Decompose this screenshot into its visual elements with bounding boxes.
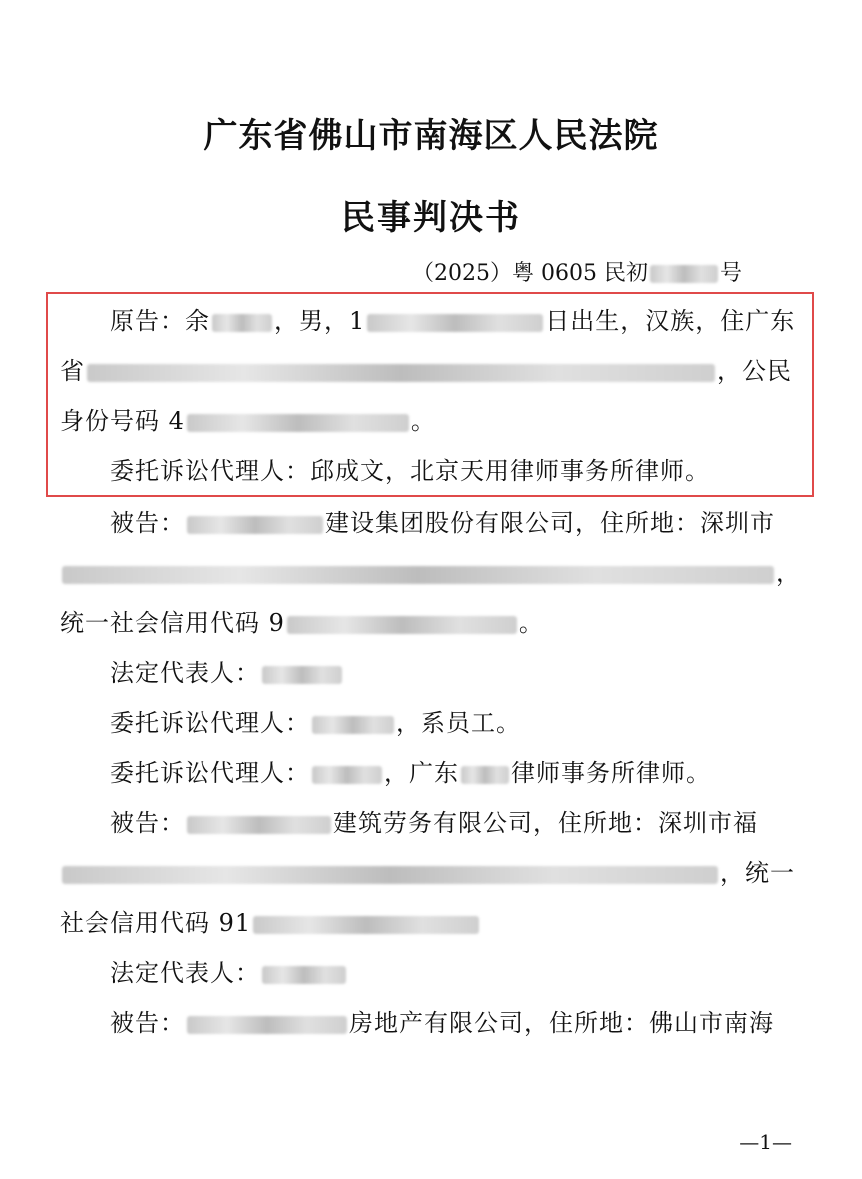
plaintiff-line-3 bbox=[60, 404, 800, 438]
defendant2-legal-rep bbox=[60, 956, 850, 990]
case-number-prefix: （2025）粤 0605 民初 bbox=[412, 261, 648, 286]
redacted-case-number bbox=[650, 265, 718, 283]
defendant3-line-1 bbox=[60, 1006, 850, 1040]
redacted-law-firm bbox=[461, 766, 509, 784]
plaintiff-ethnicity: 日出生，汉族，住广东 bbox=[545, 307, 796, 335]
plaintiff-gender: ，男，1 bbox=[274, 307, 366, 335]
redacted-address bbox=[62, 566, 774, 584]
defendant1-agent-2 bbox=[60, 756, 850, 790]
defendant-label: 被告： bbox=[110, 509, 185, 537]
redacted-company-name bbox=[187, 1016, 347, 1034]
redacted-agent-name bbox=[312, 766, 382, 784]
plaintiff-address-start: 省 bbox=[60, 357, 85, 385]
defendant-label: 被告： bbox=[110, 809, 185, 837]
defendant1-company: 建设集团股份有限公司，住所地：深圳市 bbox=[325, 509, 775, 537]
redacted-company-name bbox=[187, 816, 331, 834]
defendant2-company: 建筑劳务有限公司，住所地：深圳市福 bbox=[333, 809, 758, 837]
unified-label-start: ，统一 bbox=[720, 859, 795, 887]
defendant3-company: 房地产有限公司，住所地：佛山市南海 bbox=[349, 1009, 774, 1037]
comma: ， bbox=[776, 559, 801, 587]
defendant2-line-1 bbox=[60, 806, 850, 840]
redacted-address bbox=[87, 364, 715, 382]
plaintiff-id-label-start: ，公民 bbox=[717, 357, 792, 385]
legal-rep-label: 法定代表人： bbox=[110, 959, 260, 987]
agent-firm-suffix: 律师事务所律师。 bbox=[511, 759, 711, 787]
case-number-suffix: 号 bbox=[719, 261, 742, 286]
redacted-name bbox=[212, 314, 272, 332]
defendant1-agent-1 bbox=[60, 706, 850, 740]
defendant2-line-3 bbox=[60, 906, 800, 940]
credit-code-label: 统一社会信用代码 9 bbox=[60, 609, 285, 637]
redacted-birthdate bbox=[367, 314, 543, 332]
court-name: 广东省佛山市南海区人民法院 bbox=[203, 116, 659, 156]
defendant-label: 被告： bbox=[110, 1009, 185, 1037]
redacted-credit-code bbox=[287, 616, 517, 634]
plaintiff-line-1 bbox=[60, 304, 850, 338]
defendant1-legal-rep bbox=[60, 656, 850, 690]
redacted-agent-name bbox=[312, 716, 394, 734]
defendant1-line-3 bbox=[60, 606, 800, 640]
redacted-credit-code bbox=[253, 916, 479, 934]
redacted-legal-rep bbox=[262, 966, 346, 984]
redacted-legal-rep bbox=[262, 666, 342, 684]
agent-label: 委托诉讼代理人： bbox=[110, 709, 310, 737]
credit-code-label: 社会信用代码 91 bbox=[60, 909, 252, 937]
period: 。 bbox=[518, 609, 544, 637]
defendant2-line-2 bbox=[60, 856, 800, 890]
document-title: 民事判决书 bbox=[341, 198, 521, 238]
agent-label: 委托诉讼代理人： bbox=[110, 759, 310, 787]
redacted-address bbox=[62, 866, 718, 884]
defendant1-line-1 bbox=[60, 506, 850, 540]
legal-rep-label: 法定代表人： bbox=[110, 659, 260, 687]
page-number: —1— bbox=[739, 1130, 792, 1154]
redacted-id-number bbox=[187, 414, 409, 432]
plaintiff-line-2 bbox=[60, 354, 800, 388]
plaintiff-agent: 委托诉讼代理人：邱成文，北京天用律师事务所律师。 bbox=[110, 457, 710, 485]
agent-region: ，广东 bbox=[384, 759, 459, 787]
defendant1-line-2 bbox=[60, 556, 800, 590]
plaintiff-id-label: 身份号码 4 bbox=[60, 407, 185, 435]
plaintiff-label: 原告：余 bbox=[110, 307, 210, 335]
period: 。 bbox=[410, 407, 436, 435]
agent-role: ，系员工。 bbox=[396, 709, 521, 737]
redacted-company-name bbox=[187, 516, 323, 534]
case-number bbox=[412, 256, 742, 287]
